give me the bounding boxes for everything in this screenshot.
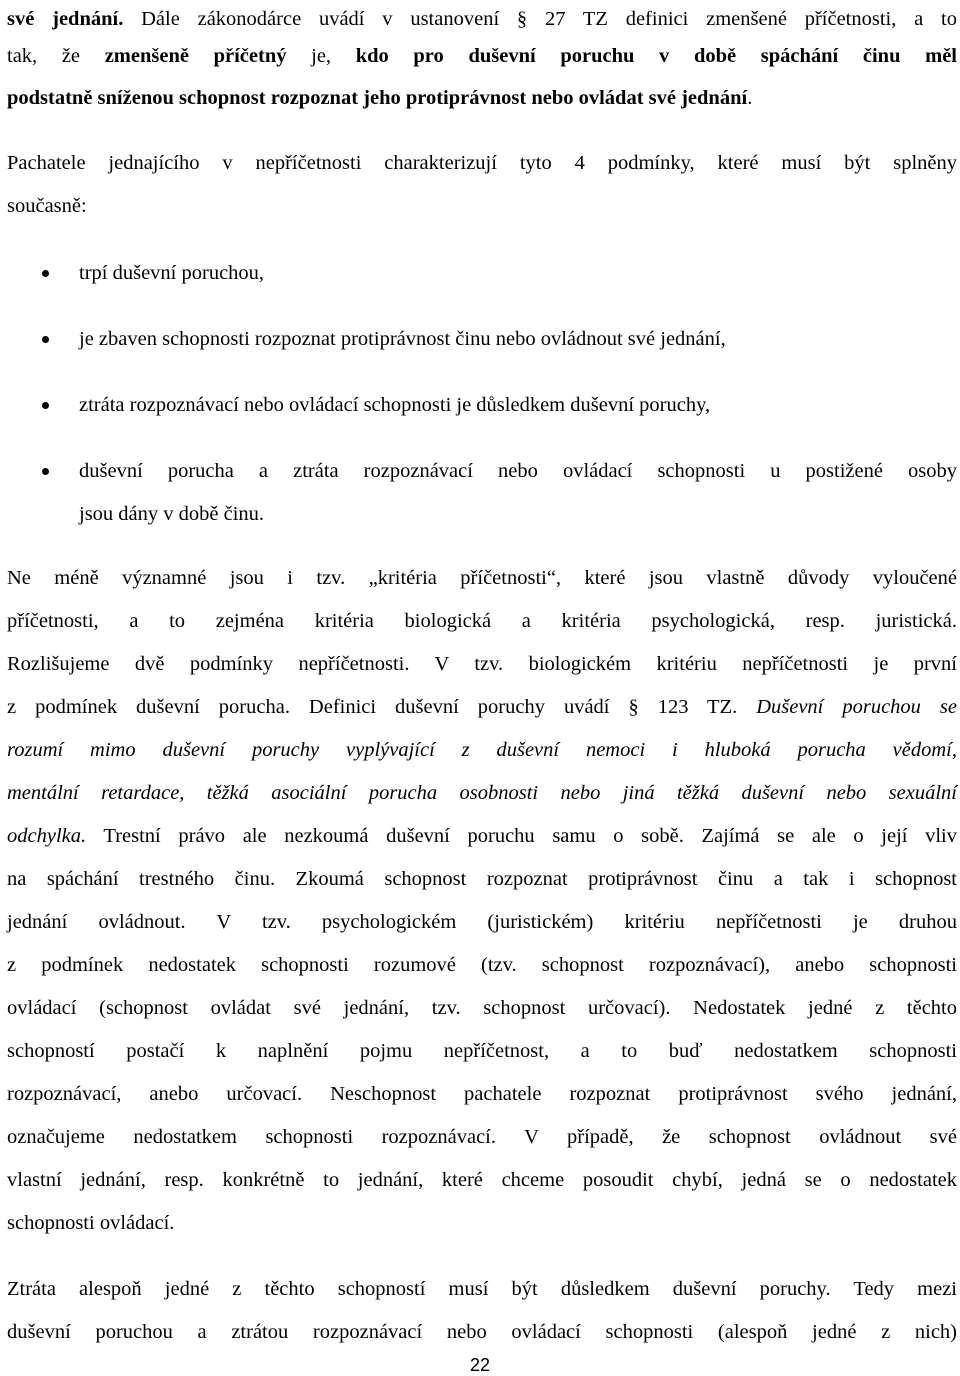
list-item-text: je zbaven schopnosti rozpoznat protiprávnost činu nebo ovládnout své jednání, [79,328,726,350]
criteria-line: vlastní jednání, resp. konkrétně to jednání, které chceme posoudit chybí, jedná se o nedostatek [7,1169,957,1191]
criteria-line: schopnosti ovládací. [7,1212,175,1234]
bold-definition: podstatně sníženou schopnost rozpoznat jeho protiprávnost nebo ovládat své jednání [7,87,748,109]
bold-term: zmenšeně příčetný [104,45,287,67]
criteria-line: příčetnosti, a to zejména kritéria biologická a kritéria psychologická, resp. juristická. [7,610,957,632]
bullet-icon [42,468,49,475]
criteria-line: schopností postačí k naplnění pojmu nepříčetnost, a to buď nedostatkem schopnosti [7,1040,957,1062]
italic-definition: Duševní poruchou se [756,696,957,718]
criteria-line: jednání ovládnout. V tzv. psychologickém (juristickém) kritériu nepříčetnosti je druhou [7,911,957,933]
intro-text: Dále zákonodárce uvádí v ustanovení § 27 TZ definici zmenšené příčetnosti, a to [123,8,957,30]
criteria-text: Trestní právo ale nezkoumá duševní poruchu samu o sobě. Zajímá se ale o její vliv [86,825,957,847]
page-number: 22 [469,1355,491,1375]
bullet-icon [42,336,49,343]
intro-bold-start: své jednání. [7,8,124,30]
bullet-icon [42,402,49,409]
conditions-intro-line-2: současně: [7,195,87,217]
intro-text: . [747,87,753,109]
list-item-text-continued: jsou dány v době činu. [79,503,265,525]
intro-line-2 [7,35,957,78]
criteria-line-italic: mentální retardace, těžká asociální porucha osobnosti nebo jiná těžká duševní nebo sexuální [7,782,957,804]
intro-line-3 [7,77,957,120]
italic-definition: odchylka. [7,825,87,847]
conditions-intro-line-1: Pachatele jednajícího v nepříčetnosti charakterizují tyto 4 podmínky, které musí být splněny [7,152,957,174]
intro-text: je, [286,45,356,67]
criteria-line [7,686,957,729]
list-item-text: ztráta rozpoznávací nebo ovládací schopnosti je důsledkem duševní poruchy, [79,394,711,416]
criteria-line: označujeme nedostatkem schopnosti rozpoznávací. V případě, že schopnost ovládnout své [7,1126,957,1148]
criteria-text: z podmínek duševní porucha. Definici duševní poruchy uvádí § 123 TZ. [7,696,757,718]
criteria-line [7,815,957,858]
bold-definition: kdo pro duševní poruchu v době spáchání činu měl [355,45,957,67]
criteria-line: Ne méně významné jsou i tzv. „kritéria příčetnosti“, které jsou vlastně důvody vyloučené [7,567,957,589]
criteria-line-italic: rozumí mimo duševní poruchy vyplývající z duševní nemoci i hluboká porucha vědomí, [7,739,957,761]
list-item-text: trpí duševní poruchou, [79,262,265,284]
criteria-line: ovládací (schopnost ovládat své jednání, tzv. schopnost určovací). Nedostatek jedné z těchto [7,997,957,1019]
criteria-line: z podmínek nedostatek schopnosti rozumové (tzv. schopnost rozpoznávací), anebo schopnosti [7,954,957,976]
criteria-line: Rozlišujeme dvě podmínky nepříčetnosti. V tzv. biologickém kritériu nepříčetnosti je první [7,653,957,675]
intro-text: tak, že [7,45,105,67]
bullet-icon [42,270,49,277]
list-item-text: duševní porucha a ztráta rozpoznávací nebo ovládací schopnosti u postižené osoby [79,460,957,482]
final-paragraph-line: Ztráta alespoň jedné z těchto schopností musí být důsledkem duševní poruchy. Tedy mezi [7,1278,957,1300]
criteria-line: na spáchání trestného činu. Zkoumá schopnost rozpoznat protiprávnost činu a tak i schopnost [7,868,957,890]
final-paragraph-line: duševní poruchou a ztrátou rozpoznávací nebo ovládací schopnosti (alespoň jedné z nich) [7,1321,957,1343]
criteria-line: rozpoznávací, anebo určovací. Neschopnost pachatele rozpoznat protiprávnost svého jednání, [7,1083,957,1105]
